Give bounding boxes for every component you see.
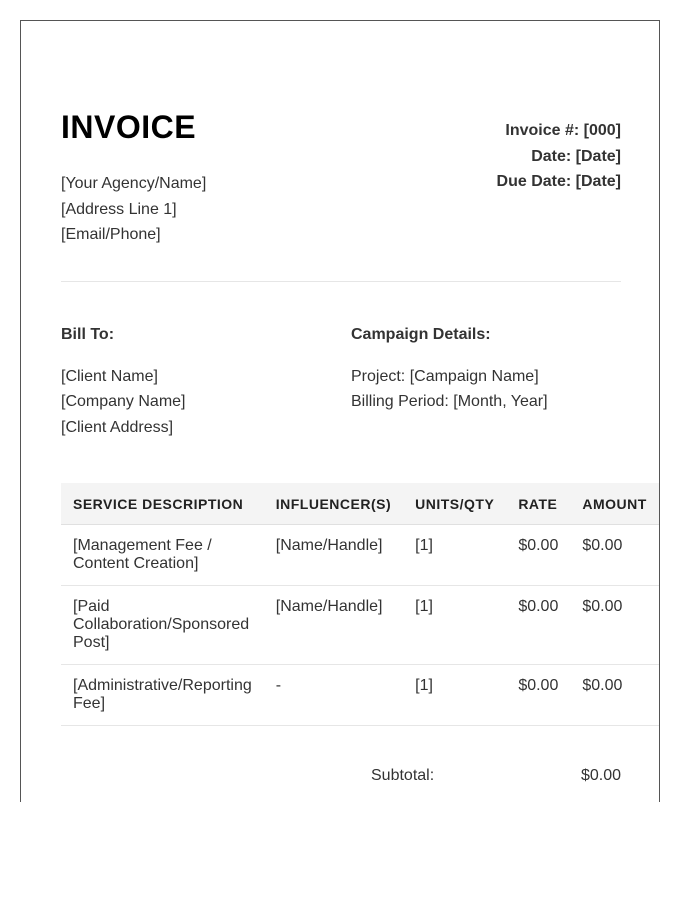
table-row xyxy=(61,525,659,586)
totals-section xyxy=(371,763,621,788)
sender-info xyxy=(61,171,206,248)
column-header-units: UNITS/QTY xyxy=(403,483,506,525)
cell-amount: $0.00 xyxy=(570,525,658,586)
cell-description: [Paid Collaboration/Sponsored Post] xyxy=(61,586,264,665)
column-header-amount: AMOUNT xyxy=(570,483,658,525)
client-address: [Client Address] xyxy=(61,418,174,436)
invoice-date: Date: [Date] xyxy=(531,147,621,165)
bill-to-section xyxy=(61,322,186,440)
campaign-section xyxy=(351,322,548,415)
campaign-billing-period: Billing Period: [Month, Year] xyxy=(351,393,548,410)
campaign-heading: Campaign Details: xyxy=(351,326,491,343)
cell-units: [1] xyxy=(403,586,506,665)
sender-address: [Address Line 1] xyxy=(61,200,177,218)
line-items-table xyxy=(61,483,659,726)
column-header-rate: RATE xyxy=(506,483,570,525)
sender-contact: [Email/Phone] xyxy=(61,226,161,243)
column-header-influencers: INFLUENCER(S) xyxy=(264,483,403,525)
cell-amount: $0.00 xyxy=(570,665,658,726)
invoice-title: INVOICE xyxy=(61,109,197,145)
column-header-description: SERVICE DESCRIPTION xyxy=(61,483,264,525)
cell-influencer: [Name/Handle] xyxy=(264,525,403,586)
table-row xyxy=(61,586,659,665)
cell-influencer: [Name/Handle] xyxy=(264,586,403,665)
cell-units: [1] xyxy=(403,525,506,586)
cell-amount: $0.00 xyxy=(570,586,658,665)
cell-description: [Management Fee / Content Creation] xyxy=(61,525,264,586)
cell-units: [1] xyxy=(403,665,506,726)
invoice-due-date: Due Date: [Date] xyxy=(496,173,621,190)
subtotal-label: Subtotal: xyxy=(371,767,435,784)
sender-name: [Your Agency/Name] xyxy=(61,175,207,192)
invoice-meta xyxy=(497,118,621,195)
table-header-row xyxy=(61,483,659,525)
subtotal-row xyxy=(371,763,621,788)
subtotal-value: $0.00 xyxy=(580,767,621,784)
client-name: [Client Name] xyxy=(61,367,158,385)
client-company: [Company Name] xyxy=(61,393,186,410)
table-row xyxy=(61,665,659,726)
invoice-page xyxy=(20,20,660,802)
cell-description: [Administrative/Reporting Fee] xyxy=(61,665,264,726)
campaign-project: Project: [Campaign Name] xyxy=(351,367,539,385)
cell-rate: $0.00 xyxy=(506,586,570,665)
cell-rate: $0.00 xyxy=(506,665,570,726)
cell-rate: $0.00 xyxy=(506,525,570,586)
bill-to-heading: Bill To: xyxy=(61,326,115,343)
invoice-number: Invoice #: [000] xyxy=(505,122,621,139)
cell-influencer: - xyxy=(264,665,403,726)
header-divider xyxy=(61,281,621,282)
